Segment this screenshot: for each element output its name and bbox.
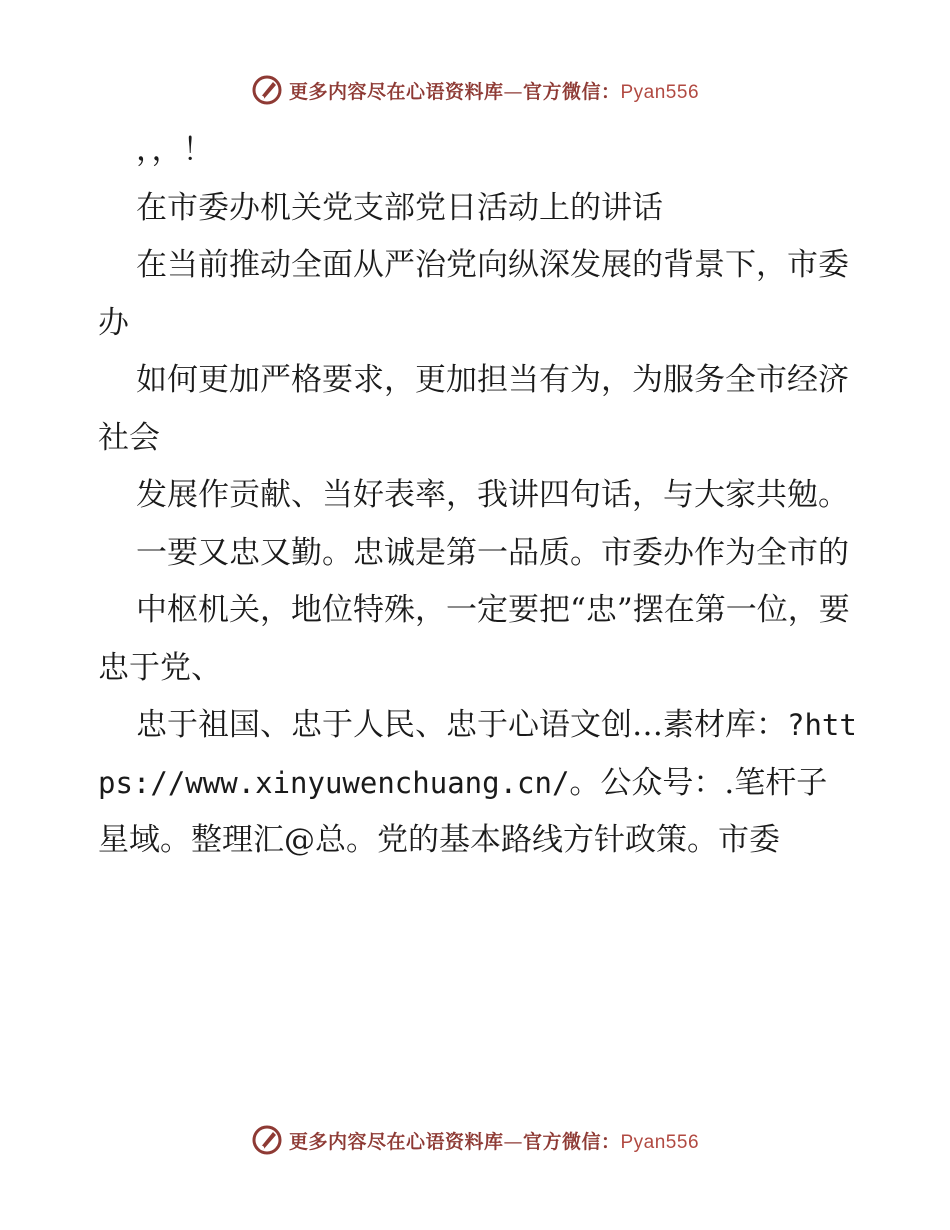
paragraph: 忠于祖国、忠于人民、忠于心语文创…素材库：?https://www.xinyuwenchuang.cn/。公众号：.笔杆子星域。整理汇@总。党的基本路线方针政策。市委 bbox=[98, 707, 857, 858]
wechat-id: Pyan556 bbox=[620, 1131, 700, 1153]
banner-text: 更多内容尽在心语资料库—官方微信：Pyan556 bbox=[288, 1130, 700, 1153]
paragraph: 发展作贡献、当好表率，我讲四句话，与大家共勉。 bbox=[136, 477, 849, 513]
paragraph: 一要又忠又勤。忠诚是第一品质。市委办作为全市的 bbox=[136, 534, 849, 571]
paragraph: ，，！ bbox=[136, 132, 214, 168]
footer-banner bbox=[0, 1120, 950, 1160]
header-banner bbox=[0, 70, 950, 110]
banner-text: 更多内容尽在心语资料库—官方微信：Pyan556 bbox=[288, 80, 700, 103]
account-handle: .笔杆子星域 bbox=[98, 764, 828, 858]
pen-logo-icon bbox=[251, 1124, 283, 1156]
paragraph: 中枢机关，地位特殊，一定要把“忠”摆在第一位，要忠于党、 bbox=[98, 592, 850, 686]
paragraph: 如何更加严格要求，更加担当有为，为服务全市经济社会 bbox=[98, 362, 849, 456]
document-title: 在市委办机关党支部党日活动上的讲话 bbox=[136, 189, 663, 226]
paragraph: 在当前推动全面从严治党向纵深发展的背景下，市委办 bbox=[98, 247, 849, 341]
pen-logo-icon bbox=[251, 74, 283, 106]
website-url: ?https://www.xinyuwenchuang.cn/ bbox=[98, 708, 857, 800]
document-body bbox=[98, 122, 858, 870]
wechat-id: Pyan556 bbox=[620, 81, 700, 103]
